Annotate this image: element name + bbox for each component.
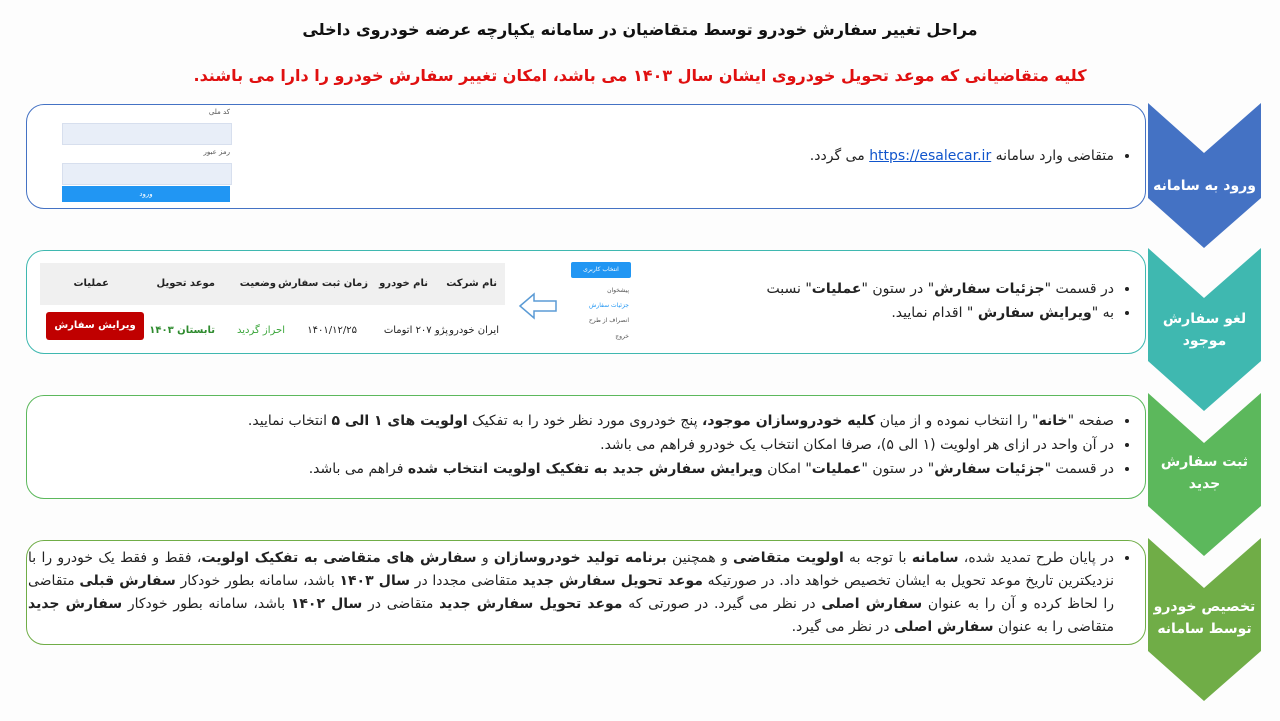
login-form-screenshot — [60, 106, 232, 206]
sidebar-item-dashboard: پیشخوان — [607, 287, 629, 294]
arrow-left-icon — [518, 291, 558, 321]
step3-label-line2: جدید — [1188, 476, 1221, 492]
step2-label-line1: لغو سفارش — [1162, 311, 1247, 327]
edit-order-button: ویرایش سفارش — [46, 312, 144, 340]
header-actions: عملیات — [73, 278, 109, 289]
step2-label-line2: موجود — [1182, 333, 1227, 349]
header-car: نام خودرو — [379, 278, 428, 289]
header-delivery: موعد تحویل — [156, 278, 215, 289]
login-button: ورود — [62, 186, 230, 202]
header-order-time: زمان ثبت سفارش — [278, 278, 368, 289]
row-status: احراز گردید — [236, 325, 285, 336]
page-subtitle: کلیه متقاضیانی که موعد تحویل خودروی ایشان سال ۱۴۰۳ می باشد، امکان تغییر سفارش خودرو را دارا می باشند. — [193, 66, 1087, 85]
page-title: مراحل تغییر سفارش خودرو توسط متقاضیان در سامانه یکپارچه عرضه خودروی داخلی — [302, 20, 978, 39]
sidebar-item-exit: خروج — [615, 333, 629, 340]
step1-chevron — [1148, 103, 1261, 248]
step1-bullet: • متقاضی وارد سامانه https://esalecar.ir می گردد. — [428, 144, 1114, 168]
sidebar-menu-screenshot — [571, 262, 633, 348]
select-user-button: انتخاب کاربری — [571, 262, 631, 278]
step2-chevron — [1148, 248, 1261, 411]
step4-label-line1: تخصیص خودرو — [1153, 599, 1256, 615]
national-id-label: کد ملی — [208, 108, 230, 116]
step3-bullet-1: • صفحه "خانه" را انتخاب نموده و از میان کلیه خودروسازان موجود، پنج خودروی مورد نظر خود را به تفکیک اولویت های ۱ الی ۵ انتخاب نمایید. — [158, 409, 1114, 433]
step1-label: ورود به سامانه — [1153, 178, 1256, 194]
row-delivery: تابستان ۱۴۰۳ — [149, 325, 215, 336]
password-input — [62, 163, 232, 185]
step4-bullet: • در پایان طرح تمدید شده، سامانه با توجه به اولویت متقاضی و همچنین برنامه تولید خودروسازان و سفارش های متقاضی به تفکیک اولویت، فقط و فقط یک خودرو را با نزدیکترین تاریخ موعد تحویل به ایشان تخصیص خواهد داد. در صورتیکه موعد تحویل سفارش جدید متقاضی مجددا در سال ۱۴۰۳ باشد، سامانه بطور خودکار سفارش قبلی متقاضی را لحاظ کرده و آن را به عنوان سفارش اصلی در نظر می گیرد. در صورتی که موعد تحویل سفارش جدید متقاضی در سال ۱۴۰۲ باشد، سامانه بطور خودکار سفارش جدید متقاضی را به عنوان سفارش اصلی در نظر می گیرد. — [28, 547, 1114, 639]
step3-chevron — [1148, 393, 1261, 556]
orders-table-screenshot — [40, 263, 505, 343]
row-car: پژو ۲۰۷ اتومات — [383, 325, 448, 336]
national-id-input — [62, 123, 232, 145]
header-status: وضعیت — [239, 278, 276, 289]
header-company: نام شرکت — [446, 278, 497, 289]
step2-text — [748, 277, 1128, 325]
step4-label-line2: توسط سامانه — [1157, 621, 1252, 637]
step1-text — [428, 144, 1128, 168]
site-link[interactable]: https://esalecar.ir — [869, 148, 992, 164]
sidebar-item-order-details: جزئیات سفارش — [589, 302, 629, 309]
step3-text — [158, 409, 1128, 481]
step2-bullet-1: • در قسمت "جزئیات سفارش" در ستون "عملیات" نسبت — [748, 277, 1114, 301]
password-label: رمز عبور — [203, 148, 230, 156]
step4-text — [28, 547, 1128, 639]
row-date: ۱۴۰۱/۱۲/۲۵ — [307, 325, 357, 336]
sidebar-item-withdraw: انصراف از طرح — [588, 317, 629, 324]
step2-bullet-2: • به "ویرایش سفارش " اقدام نمایید. — [748, 301, 1114, 325]
step3-label-line1: ثبت سفارش — [1160, 454, 1249, 470]
step3-bullet-3: • در قسمت "جزئیات سفارش" در ستون "عملیات" امکان ویرایش سفارش جدید به تفکیک اولویت انتخاب شده فراهم می باشد. — [158, 457, 1114, 481]
step4-chevron — [1148, 538, 1261, 701]
step3-bullet-2: • در آن واحد در ازای هر اولویت (۱ الی ۵)، صرفا امکان انتخاب یک خودرو فراهم می باشد. — [158, 433, 1114, 457]
row-company: ایران خودرو — [449, 325, 499, 336]
